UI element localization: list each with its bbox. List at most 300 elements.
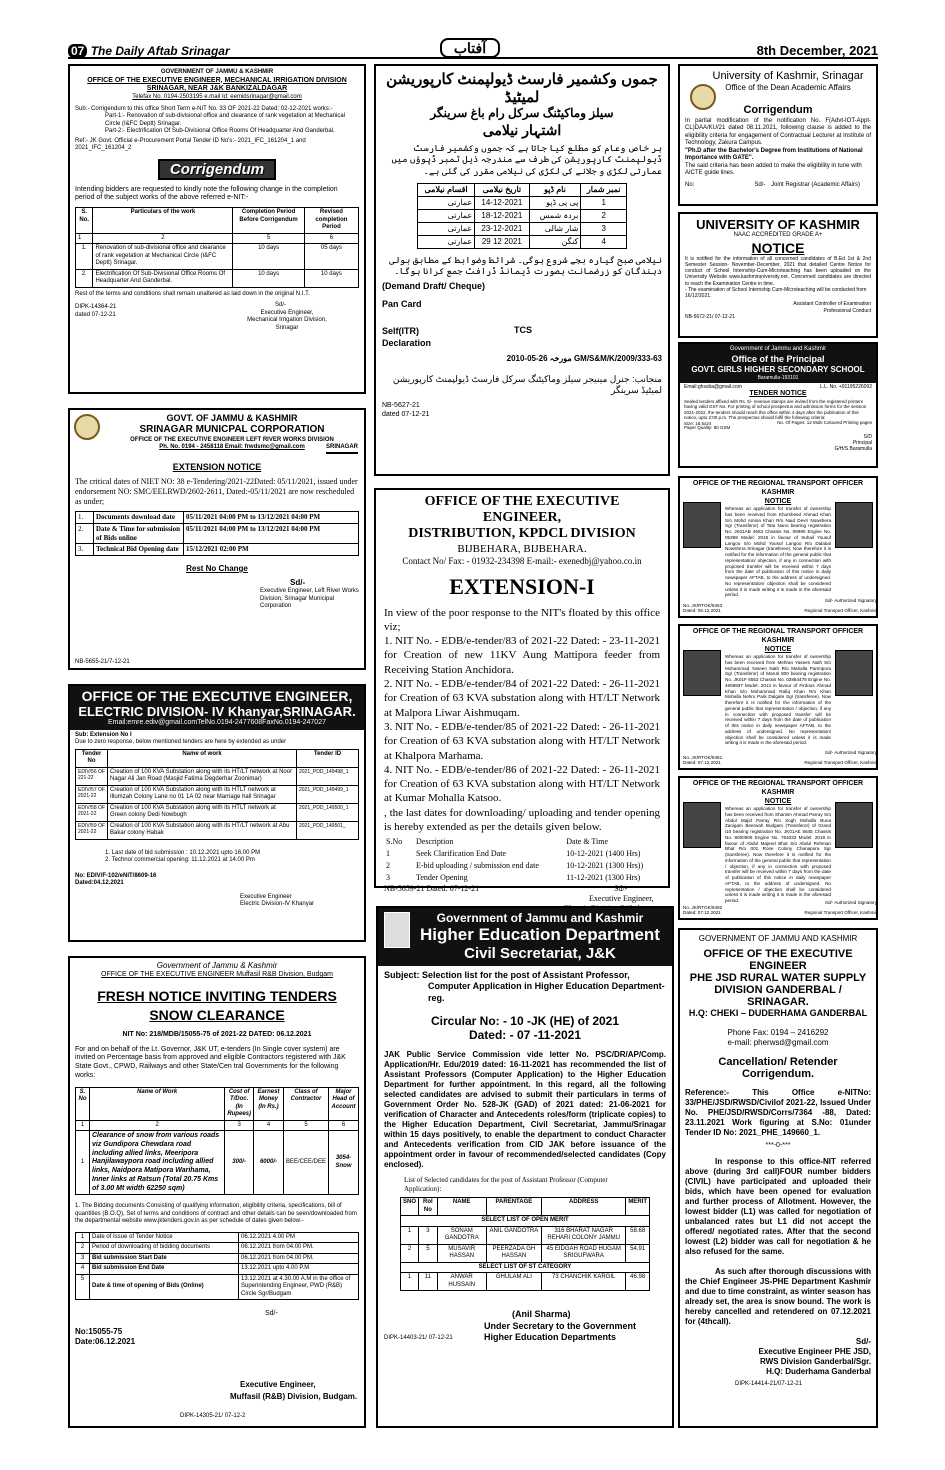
ad5-col: اقسام نیلامی	[418, 183, 475, 196]
ad1-sign1: Executive Engineer,	[260, 309, 314, 316]
ad4-cell: 3	[76, 1253, 90, 1264]
ad10-sign2: G/H/S Baramulla	[834, 445, 872, 452]
ad4-title1: FRESH NOTICE INVITING TENDERS	[97, 987, 337, 1004]
ad-smc-extension-notice	[68, 408, 366, 670]
table-row	[76, 1131, 359, 1195]
ad5-table	[417, 183, 627, 249]
ad5-cell: 4	[581, 235, 627, 248]
ad3-intro: Due to zero response, below mentioned tenders are here by extended as under	[75, 739, 287, 746]
ad5-col: نام ڈپو	[529, 183, 581, 196]
ad11-sign3: H.Q: Duderhama Ganderbal	[766, 1366, 871, 1376]
ad-rto-notice-3	[678, 776, 878, 920]
ad4-cell: Period of downloading of bidding documents	[90, 1243, 239, 1254]
ad2-sign: Executive Engineer, Left River Works Division, Srinagar Municipal Corporation	[260, 588, 359, 609]
ad11-govt: GOVERNMENT OF JAMMU AND KASHMIR	[698, 934, 858, 943]
ad7-sec: Civil Secretariat, J&K	[464, 945, 616, 962]
ad4-cell: 1	[76, 1232, 90, 1243]
table-row	[384, 872, 660, 884]
ad10-banner	[680, 344, 876, 383]
ad4-cell: 06.12.2021 4.00 PM	[239, 1232, 359, 1243]
rto1-stamp: Sd/- Authorized Signatory	[824, 598, 877, 603]
ad11-sd: Sd/-	[855, 1336, 871, 1346]
ad10-sd: S/D	[863, 433, 872, 440]
ad7-listtitle: List of Selected candidates for the post of Assistant Professor (Computer Application):	[404, 1175, 608, 1193]
ad4-body: For and on behalf of the Lt. Governor, J&K UT, e-tenders (In Single cover system) are invited on Percentage basis from approved and eligible Contractors registered with J&K State Govt., CPWD, Railways and other State/Cen tral Governments for the following works:	[75, 1045, 346, 1079]
ad4-docs: 1. The Bidding documents Consisting of qualifying information, eligibility criteria, specifications, bill of quantities (B.O.Q), Set of terms and conditions of contract and other details can be seen/downloaded from the departmental website www.jktenders.gov.in as per schedule of dates given below:-	[75, 1203, 357, 1225]
ad6-last: , the last dates for downloading/ uploading and tender opening is hereby extended as per the details given below.	[384, 806, 660, 833]
table-row	[76, 544, 359, 556]
ad1-colnum: 1	[76, 233, 93, 244]
ad4-cell: 06.12.2021 from 04.00 PM.	[239, 1253, 359, 1264]
ad4-colnum: 2	[90, 1120, 225, 1131]
ad7-table	[400, 1197, 650, 1291]
ad4-cell: 6000/-	[253, 1131, 283, 1195]
ad3-cell: 2021_PDD_149500_1	[297, 803, 359, 821]
ad1-intro: Intending bidders are requested to kindly note the following change in the completion period of the subject works of the above referred e-NIT:-	[75, 185, 338, 202]
ad8-no: No:	[685, 181, 695, 188]
rto2-dated: Dated: 07.12.2021	[683, 760, 721, 765]
ad4-col: Major Head of Account	[329, 1087, 359, 1120]
ad7-banner	[378, 908, 672, 966]
ad11-ref: Reference:- This Office e-NITNo: 33/PHE/JSD/RWSD/Civilof 2021-22, Issued Under No. PHE/JSD/RWSD/Corrs/7364 -88, Dated: 23.11.2021 Work figuring at S.No: 01under Tender ID No: 2021_PHE_149660_1.	[685, 1088, 871, 1137]
ad7-cell: 58.68	[626, 1226, 650, 1244]
ad1-office: OFFICE OF THE EXECUTIVE ENGINEER, MECHANICAL IRRIGATION DIVISION SRINAGAR, NEAR J&K BANKIZALDAGAR	[87, 76, 347, 93]
rto2-photo-right	[835, 650, 873, 696]
table-row	[418, 235, 627, 248]
table-row	[76, 767, 359, 785]
ad-rto-notice-1	[678, 476, 878, 618]
ad3-cell: EDIV/57 OF 2021-22	[76, 785, 108, 803]
ad11-sign1: Executive Engineer PHE JSD,	[758, 1346, 871, 1356]
ad4-cell: 2	[76, 1243, 90, 1254]
ad7-cell: MUSAVIR HASSAN	[437, 1244, 486, 1262]
table-row	[76, 785, 359, 803]
ad7-cell: 54.91	[626, 1244, 650, 1262]
ad1-sign2: Mechanical Irrigation Division,	[247, 317, 327, 323]
paper-name: The Daily Aftab Srinagar	[90, 44, 230, 58]
uok-seal-icon	[690, 84, 716, 110]
ad1-table	[75, 207, 359, 288]
ad7-cell: 5	[419, 1244, 438, 1262]
rto3-photo-left	[683, 802, 721, 848]
ad7-section-open: SELECT LIST OF OPEN MERIT	[401, 1216, 650, 1227]
ad7-cell: 11	[419, 1273, 438, 1291]
ad11-dipk: DIPK-14414-21/07-12-21	[735, 1380, 803, 1387]
ad7-sign3: Higher Education Departments	[484, 1331, 617, 1342]
ad4-no: No:15055-75	[75, 1327, 123, 1336]
ad9-naac: NAAC ACCREDITED GRADE A+	[733, 232, 823, 238]
table-row	[76, 1232, 359, 1243]
ad7-cell: ANIL GANDOTRA	[486, 1226, 541, 1244]
ad11-body2: As such after thorough discussions with the Chief Engineer JS-PHE Department Kashmir and due to time constraint, as winter season has already set, the area is snow bound. The work is hereby cancelled and retendered on 07.12.2021 for (4thcall).	[685, 1266, 871, 1326]
ad3-sub: Sub: Extension No I	[75, 731, 132, 738]
ad5-intro: ہر خاص وعام کو مطلع کیا جاتا ہے کہ جموں وکشمیر فارسٹ ڈیولپمنٹ کارپوریشن کی طرف سے مندرجہ ذیل ٹمبر ڈپوؤں میں عمارتی لکڑی و جلانے کی لکڑی کی نیلامی مقرر کی گئی ہے۔	[391, 143, 662, 176]
ad3-contact: Email:emre.ediv@gmail.comTelNo.0194-2477608FaxNo.0194-247027	[70, 719, 364, 730]
ad2-cell: 05/11/2021 04:00 PM to 13/12/2021 04:00 PM	[184, 523, 359, 544]
ad1-cell: Renovation of sub-divisional office and clearance of rank vegetation at Mechanical Circle (I&FC Deptt) Srinagar.	[93, 244, 233, 270]
ad1-col-after: Revised completion Period	[304, 208, 358, 234]
ad4-colnum: 3	[225, 1120, 254, 1131]
ad7-col: NAME	[437, 1198, 486, 1216]
ad1-rest: Rest of the terms and conditions shall remain unaltered as laid down in the original N.I.T.	[75, 290, 310, 297]
ad3-title2: ELECTRIC DIVISION- IV Khanyar,SRINAGAR.	[70, 704, 364, 719]
page-header-left	[68, 44, 230, 58]
rto2-heading: NOTICE	[764, 645, 792, 653]
rto2-body: Whereas an application for transfer of ownership has been received from Mehran Yaseen Nath S/o Mohammad Yaseen Nath R/o Mahalla Parimpora Sgr (Transferor) of Maruti 800 bearing registration No. JK01F 6553 Chassis No. 02884478 Engine No. 4659837 Model: 2013 in favour of Firdous Ahmad Khan S/o Mohammad Rafiq Khan R/o Khan Mohalla Nehru Park Dalgate Sgr (transferee). Now therefore it is notified for the information of the general public that representation / objection, if any in connection with proposed transfer will be received within 7 days from the date of publication of this notice in daily newspaper AFTAB, to the address of undersigned. No representation/ objection shall be considered unless it is made writing it is made in the aforesaid period.	[725, 654, 831, 746]
ad6-cell: E-bid uploading / submission end date	[416, 861, 539, 871]
ad5-dd: (Demand Draft/ Cheque)	[382, 281, 486, 292]
ad7-sign2: Under Secretary to the Government	[484, 1320, 637, 1331]
ad10-phone: L.L. No. +91195226092	[819, 384, 872, 390]
ad2-logo-text: SRINAGAR	[326, 444, 358, 454]
page-number: 07	[68, 44, 87, 58]
ad4-nit: NIT No: 218/MDB/15055-75 of 2021-22 DATED: 06.12.2021	[122, 1030, 312, 1038]
ad7-cell: SONAM GANDOTRA	[437, 1226, 486, 1244]
ad8-title: University of Kashmir, Srinagar	[712, 70, 864, 82]
ad7-dept: Higher Education Department	[420, 925, 660, 944]
emblem-icon	[384, 912, 410, 948]
ad8-body: In partial modification of the notification No. F(Advt-IOT-Appt-CL)DAA/KU/21 dated 08.11.2021, following clause is added to the eligibility criteria for engagement of Contractual Lecturer at Institute of Technology, Zakura Campus.	[685, 117, 871, 147]
ad6-col: Description	[416, 837, 454, 847]
ad10-title2: GOVT. GIRLS HIGHER SECONDARY SCHOOL	[691, 364, 865, 374]
ad3-col: Tender No	[76, 749, 108, 767]
ad6-title1: OFFICE OF THE EXECUTIVE ENGINEER,	[424, 494, 620, 525]
ad4-cell: BEE/CEE/DEE	[283, 1131, 328, 1195]
ad2-office: OFFICE OF THE EXECUTIVE ENGINEER LEFT RIVER WORKS DIVISION	[130, 436, 334, 443]
ad4-office: OFFICE OF THE EXECUTIVE ENGINEER Muffasil R&B Division, Budgam	[101, 971, 333, 978]
rto3-no: No. JK/RTOK/9492	[683, 905, 723, 910]
ad1-title-wrap	[75, 159, 359, 180]
ad4-cell: Date & time of opening of Bids (Online)	[90, 1274, 239, 1300]
ad2-contact: Ph. No. 0194 - 2458118 Email: frwdsmc@gmail.com	[159, 444, 305, 451]
ad4-colnum: 5	[283, 1120, 328, 1131]
ad1-dated: dated 07-12-21	[75, 311, 116, 318]
ad-kpdcl-extension	[374, 488, 670, 904]
ad10-heading: TENDER NOTICE	[749, 390, 807, 398]
ad1-dipk: DIPK-14364-21	[75, 304, 117, 310]
table-row	[401, 1244, 650, 1262]
table-row	[76, 1274, 359, 1300]
ad6-cell: Seek Clarification End Date	[416, 849, 506, 859]
ad6-intro: In view of the poor response to the NIT's floated by this office viz;	[384, 606, 660, 633]
table-row	[76, 1243, 359, 1254]
table-row	[384, 860, 660, 872]
ad3-table	[75, 749, 359, 840]
ad1-cell: 10 days	[233, 269, 304, 287]
ad4-dipk: DIPK-14305-21/ 07-12-2	[180, 1412, 246, 1419]
ad4-govt: Government of Jammu & Kashmir	[156, 961, 278, 970]
ad4-cell: 13.12.2021 at 4.30.00 A.M in the office of Superintending Engineer, PWD (R&B) Circle Sgr/Budgam	[239, 1274, 359, 1300]
rto1-photo-right	[835, 502, 873, 548]
ad7-section-st: SELECT LIST OF ST CATEGORY	[401, 1262, 650, 1273]
ad-rto-notice-2	[678, 624, 878, 770]
ad6-item3: 3. NIT No. - EDB/e-tender/85 of 2021-22 Dated: - 26-11-2021 for Creation of 63 KVA substation along with HT/LT Network at Khalpora Marhama.	[384, 720, 660, 762]
ad11-title4: H.Q: CHEKI – DUDERHAMA GANDERBAL	[688, 1008, 868, 1018]
ad3-cell: 2021_PDD_149498_1	[297, 767, 359, 785]
ad7-subject: Subject: Selection list for the post of Assistant Professor, Computer Application in Higher Education Department-reg.	[384, 970, 665, 1003]
ad1-cell: 10 days	[233, 244, 304, 270]
ad10-pages: No. Of Pages: 12 Multi Coloured Printing pages	[777, 419, 872, 425]
ad2-cell: 05/11/2021 04:00 PM to 13/12/2021 04:00 PM	[184, 512, 359, 524]
ad7-dated: Dated: - 07 -11-2021	[468, 1027, 582, 1042]
ad6-sd: Sd/-	[614, 884, 628, 894]
rto2-photo-left	[683, 650, 721, 696]
ad6-title3: BIJBEHARA, BIJBEHARA.	[457, 543, 587, 555]
ad4-cell: Bid submission Start Date	[90, 1253, 239, 1264]
ad7-col: SNO	[401, 1198, 419, 1216]
ad5-pan: Pan Card	[382, 298, 422, 309]
table-row	[76, 523, 359, 544]
ad7-col: ADDRESS	[542, 1198, 626, 1216]
ad5-order: 333-63/GM/S&M/K/2009 مورخہ 26-05-2010	[506, 353, 662, 363]
rto2-sign: Regional Transport Officer, Kashmir	[804, 760, 877, 765]
ad1-subject: Sub:- Corrigendum to this office Short Term e-NIT No. 33 OF 2021-22 Dated: 02-12-2021 works:-	[75, 105, 333, 112]
ad10-size: Size: 16.5x24	[684, 420, 712, 426]
ad4-cell: 3054-Snow	[329, 1131, 359, 1195]
ad4-col: Name of Work	[90, 1087, 225, 1120]
ad5-cell: 1	[581, 196, 627, 209]
rto1-no: No. JK/RTOK/9453	[683, 603, 723, 608]
ad2-table	[75, 511, 359, 556]
ad8-sign: Joint Registrar (Academic Affairs)	[771, 181, 860, 188]
ad6-table	[384, 836, 660, 884]
ad4-col: Class of Contractor	[283, 1087, 328, 1120]
ad4-cell: Clearance of snow from various roads viz Gundipora Chewdara road including allied links, Meeripora Hanjilawaypora road including allied links, Naidpora Matipora Warihama, Inner links at Ratsun (Total 20.75 Kms of 3.00 Mt width 62250 sqm)	[90, 1131, 225, 1195]
ad8-quote: "Ph.D after the Bachelor's Degree from Institutions of National Importance with GATE".	[685, 147, 863, 162]
table-row	[76, 803, 359, 821]
rto3-dated: Dated: 07.12.2021	[683, 910, 721, 915]
table-row	[76, 244, 359, 270]
table-row	[384, 848, 660, 860]
ad5-decl: Declaration	[382, 338, 432, 349]
rto2-title: OFFICE OF THE REGIONAL TRANSPORT OFFICER KASHMIR	[692, 628, 864, 644]
ad7-sign1: (Anil Sharma)	[512, 1309, 571, 1320]
ad6-cell: 10-12-2021 (1400 Hrs)	[566, 849, 641, 859]
table-row	[418, 222, 627, 235]
ad3-cell: 2021_PDD_149501_	[297, 821, 359, 839]
ad6-sign1: Executive Engineer,	[589, 894, 654, 904]
ad9-body: It is notified for the information of all concerned candidates of B.Ed 1st & 2nd Semester Session- November-December, 2021 that detailed Centre Notice for conduct of School Internship-Cum-Microteaching has been uploaded on the University Website www.kashmiruniversity.net. Concerned candidates are directed to reach the Examination Centre in time.	[685, 255, 871, 287]
ad4-cell: Bid submission End Date	[90, 1264, 239, 1275]
ad9-heading: NOTICE	[751, 239, 805, 256]
ad5-title2: سیلز وماکیٹنگ سرکل رام باغ سرینگر	[430, 106, 614, 120]
ad5-cell: 3	[581, 222, 627, 235]
ad5-cell: پی پی ڈپو	[529, 196, 581, 209]
ad7-cell: 316 BHARAT NAGAR REHARI COLONY JAMMU	[542, 1226, 626, 1244]
ad5-cell: عمارتی	[418, 222, 475, 235]
table-row	[76, 1253, 359, 1264]
ad7-body: JAK Public Service Commission vide letter No. PSC/DR/AP/Comp. Application/Hr. Edu/2019 dated: 16-11-2021 has recommended the list of Assistant Professors (Computer Application) to the Higher Education Department for further appointment. In this regard, all the following selected candidates are advised to submit their particulars in terms of Government Order No. 528-JK (GAD) of 2021 dated: 21-06-2021 for verification of Character and Antecedents roles/form (triplicate copies) to the Higher Education Department, Civil Secretariat, Jammu/Srinagar within 15 days positively, to enable the department to conduct Character and Antecedents verification from CID JAK before issuance of the appointment order in favour of recommended/selected candidates (Copy enclosed).	[384, 1049, 666, 1169]
ad3-date1: 1. Last date of bid submission : 10.12.2021 upto 16.00 PM	[105, 849, 261, 856]
ad11-title1: OFFICE OF THE EXECUTIVE ENGINEER	[703, 948, 853, 972]
ad-uok-notice	[678, 212, 878, 338]
ad4-title2: SNOW CLEARANCE	[149, 1006, 285, 1023]
ad5-terms: نیلامی صبح گیارہ بجے شروع ہوگی۔ شرائط وضوابط کے مطابق بولی دہندگان کو زرضمانت بصورت ڈیمانڈ ڈرافٹ جمع کرانا ہوگا۔	[389, 254, 662, 276]
ad-phe-cancellation	[678, 928, 878, 1428]
ad4-sign1: Executive Engineer,	[240, 1380, 316, 1389]
ad6-item1: 1. NIT No. - EDB/e-tender/83 of 2021-22 Dated: - 23-11-2021 for Creation of new 11KV Aung Mattipora feeder from Receiving Station Anchidora.	[384, 635, 660, 676]
ad-budgam-snow-clearance	[68, 956, 366, 1428]
ad7-cell: 2	[401, 1244, 419, 1262]
ad-higher-education-circular	[376, 906, 674, 1428]
ad6-heading: EXTENSION-I	[449, 573, 595, 599]
ad10-body: Sealed tenders affixed with Rs. 5/- revenue stamps are invited from the registered printers having valid GST No. For printing of school prospectus and admission forms for the session 2021-2022, the tenders should reach this office within 4 days after the publication of this notice, upto 2:00 p.m. The prospectus should fulfil the following criteria:	[684, 399, 867, 421]
ad3-cell: Creation of 100 KVA Substation along with its HT/LT network at Abu Bakar colony Habak	[108, 821, 297, 839]
ad2-rest: Rest No Change	[186, 564, 248, 573]
ad7-cell: ANWAR HUSSAIN	[437, 1273, 486, 1291]
rto2-foot	[683, 750, 877, 765]
ad2-cell: Technical Bid Opening date	[94, 544, 184, 556]
ad1-colnum: 6	[304, 233, 358, 244]
rto1-title: OFFICE OF THE REGIONAL TRANSPORT OFFICER KASHMIR	[692, 480, 864, 496]
ad3-sign1: Executive Engineer	[240, 893, 292, 900]
ad4-date: Date:06.12.2021	[75, 1337, 136, 1346]
table-row	[418, 209, 627, 222]
ad5-cell: شار شالی	[529, 222, 581, 235]
ad2-title: EXTENSION NOTICE	[172, 461, 262, 472]
ad5-sign: منجانب: جنرل مینیجر سیلز وماکیٹنگ سرکل فارسٹ ڈیولپمنٹ کارپوریشن لمیٹیڈ سرینگر	[392, 373, 662, 395]
table-row	[76, 269, 359, 287]
ad8-sd: Sd/-	[754, 181, 766, 188]
ad3-cell: Creation of 100 KVA Substation along with its HTLT network at Green colony Dedi Nowbugh	[108, 803, 297, 821]
ad1-col-before: Completion Period Before Corrigendum	[233, 208, 304, 234]
ad7-cell: 3	[419, 1226, 438, 1244]
ad8-heading: Corrigendum	[743, 104, 813, 117]
ad4-schedule	[75, 1232, 359, 1301]
ad3-col: Tender ID	[297, 749, 359, 767]
ad4-col: S. No	[76, 1087, 90, 1120]
ad2-cell: Documents download date	[94, 512, 184, 524]
ad5-self: Self(ITR)	[382, 325, 419, 336]
rto1-photo-left	[683, 502, 721, 548]
ad4-cell: 4	[76, 1264, 90, 1275]
ad3-title1: OFFICE OF THE EXECUTIVE ENGINEER,	[70, 686, 364, 704]
ad3-cell: 2021_PDD_149499_1	[297, 785, 359, 803]
ad4-col: Earnest Money (In Rs.)	[253, 1087, 283, 1120]
ad11-email: e-mail: pherwsd@gmail.com	[727, 1038, 829, 1047]
ad4-cell: 300/-	[225, 1131, 254, 1195]
ad6-cell: 11-12-2021 (1300 Hrs)	[566, 873, 641, 883]
ad4-sign2: Muffasil (R&B) Division, Budgam.	[230, 1392, 358, 1401]
ad5-cell: 18-12-2021	[475, 209, 529, 222]
rto2-no: No. JK/RTOK/9481	[683, 755, 723, 760]
ad2-body: The critical dates of NIET NO: 38 e-Tendering/2021-22Dated: 05/11/2021, issued under endorsement NO: SMC/EELRWD/2602-2611, Dated:-05/11/2021 are now rescheduled as under;	[75, 477, 358, 506]
table-row	[418, 196, 627, 209]
ad9-sign1: Assistant Controller of Examination	[793, 301, 871, 308]
ad8-body2: The said criteria has been added to make the eligibility in tune with AICTE guide lines.	[685, 162, 862, 177]
ad7-cell: 46.98	[626, 1273, 650, 1291]
rto3-heading: NOTICE	[764, 797, 792, 805]
ad1-col-sno: S. No.	[76, 208, 93, 234]
ad9-sign2: Professional Conduct	[823, 307, 871, 314]
rto1-body: Whereas an application for transfer of ownership has been received from Khursheed Ahmad Khan S/o Mohd Amina Khan R/o Naid Devri Nowshera Sgr (Transferor) of Tata Nano bearing registration No. JK01AB 4663 Chassis No. 06990 Engine No. 05399 Model: 2015 in favour of Suhail Yousuf Langoo S/o Mohd Yousuf Langoo R/o Dalabal Nowshera Srinagar (transferee). Now therefore it is notified for the information of the general public that representation/ objection, if any in connection with proposed transfer will be received within 7 days from the date of publication of this notice in daily newspaper AFTAB, to the address of undersigned. No representation/ objection shall be considered unless it is made writing it is made in the aforesaid period.	[725, 506, 831, 598]
rto3-body: Whereas an application for transfer of ownership has been received from Shamim Ahmad Parray S/o Abdul Majid Parray R/o Sogh Mohalla Buna Zanigam Beerwah Budgam (Transferor) of Grand i10 bearing registration No. JK01AE 5645 Chassis No. 8000009 Engine No. 764033 Model: 2018 in favour of Abdul Majeed Bhat S/o Abdul Rehman Bhat R/o 001 Rose Colony Chanapora Sgr (transferee). Now therefore it is notified for the information of the general public that representation / objection, if any in connection with proposed transfer will be received within 7 days from the date of publication of this notice in daily newspaper AFTAB, to the address of undersigned. No representation / objection shall be considered unless it is made writing it is made in the aforesaid period.	[725, 806, 831, 903]
ad1-cell: Electrification Of Sub-Divisional Office Rooms Of Headquarter And Ganderbal.	[93, 269, 233, 287]
ad9-title: UNIVERSITY OF KASHMIR	[696, 217, 860, 232]
ad4-cell: Date of Issue of Tender Notice	[90, 1232, 239, 1243]
ad2-govt: GOVT. OF JAMMU & KASHMIR	[166, 413, 298, 423]
ad6-cell: 10-12-2021 (1300 Hrs))	[566, 861, 644, 871]
ad3-cell: Creation of 100 KVA Substation along with its HT/LT network at Noor Nagar Ali Jan Road (Masjid Fatima Degderhar Zoonimar)	[108, 767, 297, 785]
ad2-cell: 15/12/2021 02:00 PM	[184, 544, 359, 556]
ad5-cell: 23-12-2021	[475, 222, 529, 235]
ad10-paper: Paper Quality: 80 GSM	[684, 424, 731, 430]
ad7-cell: 1	[401, 1273, 419, 1291]
ad5-cell: کنگن	[529, 235, 581, 248]
ad8-sub: Office of the Dean Academic Affairs	[725, 83, 851, 93]
ad4-colnum: 4	[253, 1120, 283, 1131]
ad1-ref: Ref:- JK Govt. Official e-Procurement Portal Tender ID No's:- 2021_IFC_161204_1 and 2021_IFC_161204_2	[75, 137, 306, 151]
ad5-col: نمبر شمار	[581, 183, 627, 196]
ad3-col: Name of work	[108, 749, 297, 767]
ad11-stars: ***-0-***	[765, 1142, 791, 1149]
ad6-contact: Contact No/ Fax: - 01932-234398 E-mail:- exenedbj@yahoo.co.in	[402, 556, 642, 567]
ad11-heading2: Corrigendum.	[741, 1068, 815, 1080]
ad6-item4: 4. NIT No. - EDB/e-tender/86 of 2021-22 Dated: - 26-11-2021 for Creation of 63 KVA substation along with HT/LT Network at Kumar Mohalla Katsoo.	[384, 763, 660, 805]
ad2-cell: Date & Time for submission of Bids online	[94, 523, 184, 544]
ad7-col: PARENTAGE	[486, 1198, 541, 1216]
ad9-nb: NB-5672-21/ 07-12-21	[685, 313, 735, 320]
ad5-cell: عمارتی	[418, 235, 475, 248]
ad3-no: No: EDIV/F-102/eNIT/8609-16	[75, 872, 157, 879]
ad10-sign1: Principal	[852, 439, 872, 446]
ad6-nb: NB-5659-21 Dated: 07-12-21	[384, 884, 480, 894]
ad5-title1: جموں وکشمیر فارسٹ ڈیولپمنٹ کارپوریشن لمیٹیڈ	[386, 71, 658, 106]
ad5-cell: 29 12 2021	[475, 235, 529, 248]
ad10-place: Baramulla-193101	[757, 374, 799, 381]
ad6-title2: DISTRIBUTION, KPDCL DIVISION	[408, 526, 636, 541]
ad2-cell: 1.	[76, 512, 94, 524]
ad-ghss-tender-notice	[678, 342, 878, 468]
ad7-cell: GHULAM ALI	[486, 1273, 541, 1291]
ad10-title1: Office of the Principal	[731, 353, 825, 364]
ad5-col: تاریخ نیلامی	[475, 183, 529, 196]
rto1-sign: Regional Transport Officer, Kashmir	[804, 608, 877, 613]
ad11-title3: DIVISION GANDERBAL / SRINAGAR.	[714, 984, 842, 1008]
ad-uok-corrigendum	[678, 64, 878, 206]
ad4-cell: 5	[76, 1274, 90, 1300]
ad5-dated: dated 07-12-21	[382, 410, 430, 418]
ad4-cell: 06.12.2021 from 04.00 PM.	[239, 1243, 359, 1254]
ad11-body1: In response to this office-NIT referred above (during 3rd call)FOUR number bidders (CIVIL) have participated and uploaded their bids, which have been opened for evaluation and further process of Allotment. However, the lowest bidder (L1) was called for negotiation of unbalanced rates but L1 did not accept the offered/ negotiated rates. After that the second lowest (L2) bidder was call for negotiation & he also refused for the same.	[685, 1156, 871, 1256]
ad7-cell: 45 EIDGAH ROAD HUGAM SRIGUFWARA	[542, 1244, 626, 1262]
ad7-dipk: DIPK-14403-21/ 07-12-21	[384, 1335, 453, 1341]
rto3-stamp: Sd/- Authorized Signatory	[824, 900, 877, 905]
table-row	[401, 1273, 650, 1291]
ad4-colnum: 1	[76, 1120, 90, 1131]
table-row	[76, 1264, 359, 1275]
smc-logo-icon	[74, 414, 100, 440]
ad3-cell: EDIV/56 OF 221-22	[76, 767, 108, 785]
ad4-col: Cost of T/Doc. (In Rupees)	[225, 1087, 254, 1120]
ad1-cell: 05 days	[304, 244, 358, 270]
ad8-foot	[685, 182, 871, 190]
rto3-title: OFFICE OF THE REGIONAL TRANSPORT OFFICER KASHMIR	[692, 780, 864, 796]
ad6-cell: 2	[386, 861, 390, 871]
ad2-org: SRINAGAR MUNICPAL CORPORATION	[139, 424, 325, 436]
ad1-sd: Sd/-	[275, 302, 287, 308]
ad1-contact: Telefax No. 0194-2503195 e.mail Id: eemidsrinagar@gmail.com	[132, 94, 302, 100]
ad5-nb: NB-5627-21	[382, 402, 420, 409]
ad3-date2: 2. Techno/ commercial opening: 11.12.2021 at 14.00 Pm	[105, 857, 255, 864]
rto3-photo-right	[835, 802, 873, 848]
ad6-item2: 2. NIT No. - EDB/e-tender/84 of 2021-22 Dated: - 26-11-2021 for Creation of 63 KVA substation along with HT/LT Network at Malpora Liwar Aishmuqam.	[384, 678, 660, 719]
table-row	[401, 1226, 650, 1244]
rto1-dated: Dated: 06.12.2021	[683, 608, 721, 613]
ad10-govt: Government of Jammu and Kashmir	[729, 346, 827, 352]
ad4-colnum: 6	[329, 1120, 359, 1131]
ad1-col-work: Particulars of the work	[93, 208, 233, 234]
